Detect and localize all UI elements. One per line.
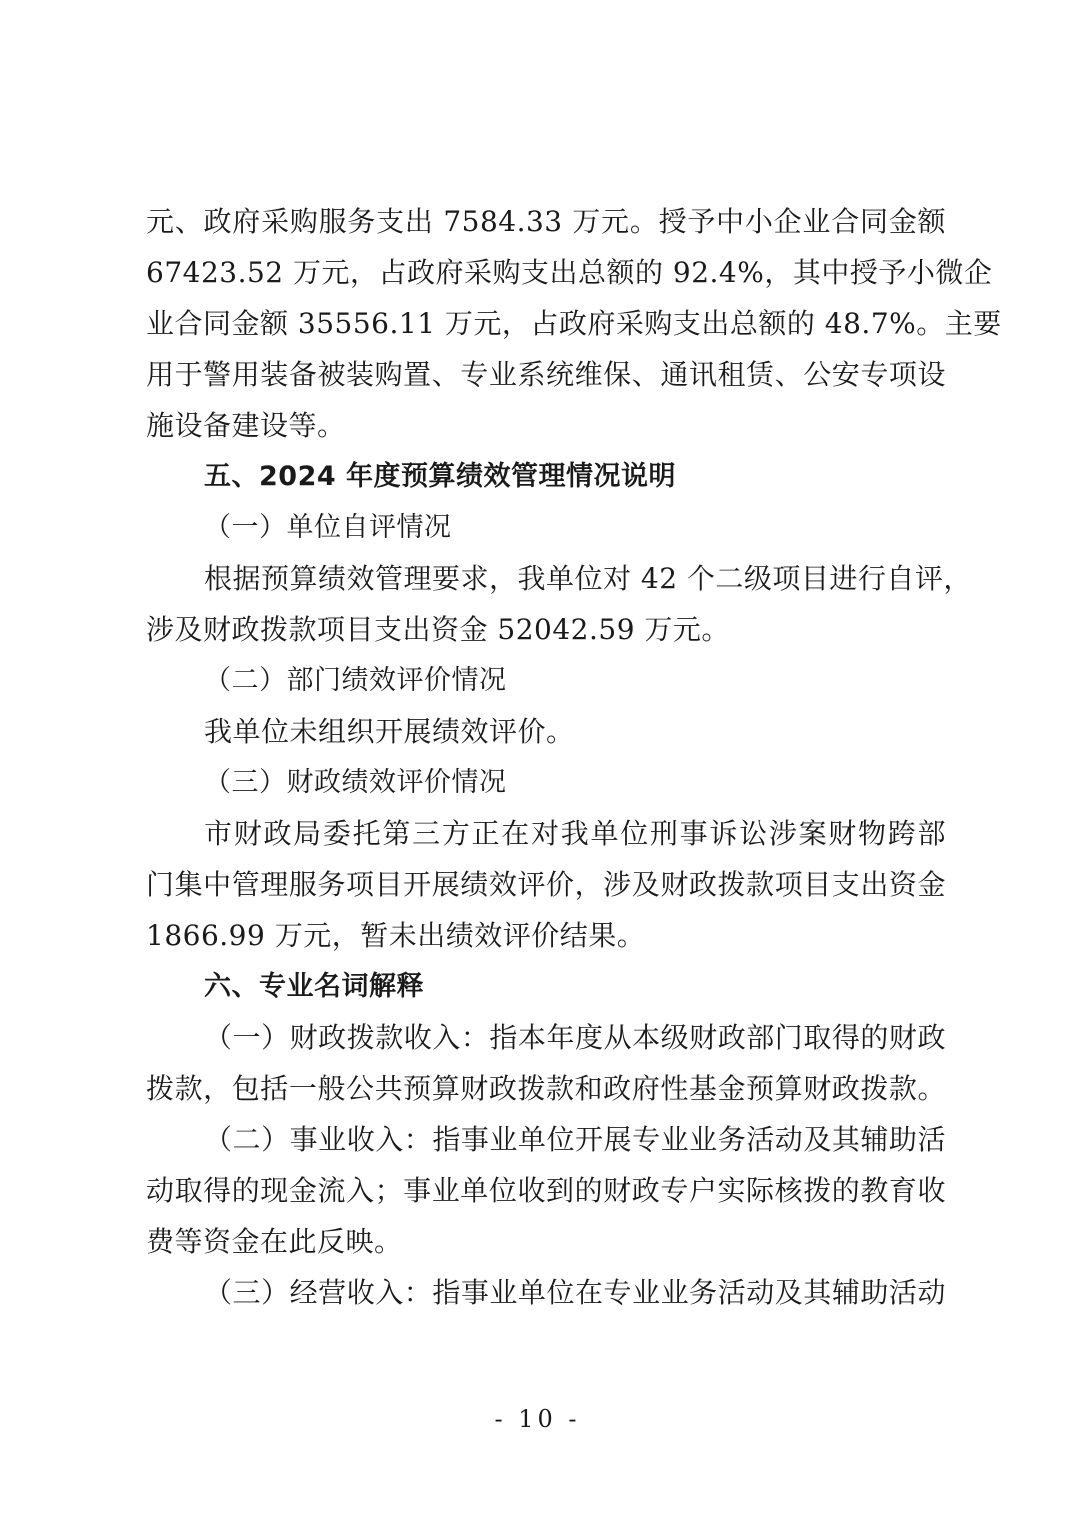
subsection-heading-department-evaluation: （二）部门绩效评价情况	[204, 665, 507, 696]
paragraph-line: 根据预算绩效管理要求，我单位对 42 个二级项目进行自评，	[204, 562, 972, 595]
term-text: 指事业单位开展专业业务活动及其辅助活	[432, 1123, 946, 1156]
term-label: （一）财政拨款收入：	[204, 1021, 490, 1054]
paragraph-line: 用于警用装备被装购置、专业系统维保、通讯租赁、公安专项设	[146, 358, 946, 391]
term-text: 指事业单位在专业业务活动及其辅助活动	[432, 1276, 946, 1309]
term-label: （三）经营收入：	[204, 1276, 433, 1309]
paragraph-line: 我单位未组织开展绩效评价。	[204, 715, 575, 748]
paragraph-line: 施设备建设等。	[146, 409, 346, 442]
paragraph-line: 费等资金在此反映。	[146, 1225, 403, 1258]
page-number: - 10 -	[494, 1405, 581, 1433]
term-text: 指本年度从本级财政部门取得的财政	[489, 1021, 946, 1054]
paragraph-line: 业合同金额 35556.11 万元，占政府采购支出总额的 48.7%。主要	[146, 307, 1002, 340]
document-body	[146, 196, 1002, 1318]
section-heading-five: 五、2024 年度预算绩效管理情况说明	[204, 461, 677, 492]
paragraph-line: 元、政府采购服务支出 7584.33 万元。授予中小企业合同金额	[146, 205, 946, 238]
term-label: （二）事业收入：	[204, 1123, 433, 1156]
term-definition-line	[146, 1114, 946, 1165]
paragraph-line: 市财政局委托第三方正在对我单位刑事诉讼涉案财物跨部	[204, 817, 946, 850]
subsection-heading-fiscal-evaluation: （三）财政绩效评价情况	[204, 767, 507, 798]
term-definition-line	[146, 1012, 946, 1063]
section-heading-six: 六、专业名词解释	[204, 971, 424, 1002]
paragraph-line: 动取得的现金流入；事业单位收到的财政专户实际核拨的教育收	[146, 1174, 946, 1207]
term-definition-line	[146, 1267, 946, 1318]
subsection-heading-self-evaluation: （一）单位自评情况	[204, 512, 452, 543]
paragraph-line: 门集中管理服务项目开展绩效评价，涉及财政拨款项目支出资金	[146, 868, 946, 901]
paragraph-line: 67423.52 万元，占政府采购支出总额的 92.4%，其中授予小微企	[146, 256, 993, 289]
paragraph-line: 1866.99 万元，暂未出绩效评价结果。	[146, 919, 646, 952]
paragraph-line: 拨款，包括一般公共预算财政拨款和政府性基金预算财政拨款。	[146, 1072, 946, 1105]
paragraph-line: 涉及财政拨款项目支出资金 52042.59 万元。	[146, 613, 730, 646]
